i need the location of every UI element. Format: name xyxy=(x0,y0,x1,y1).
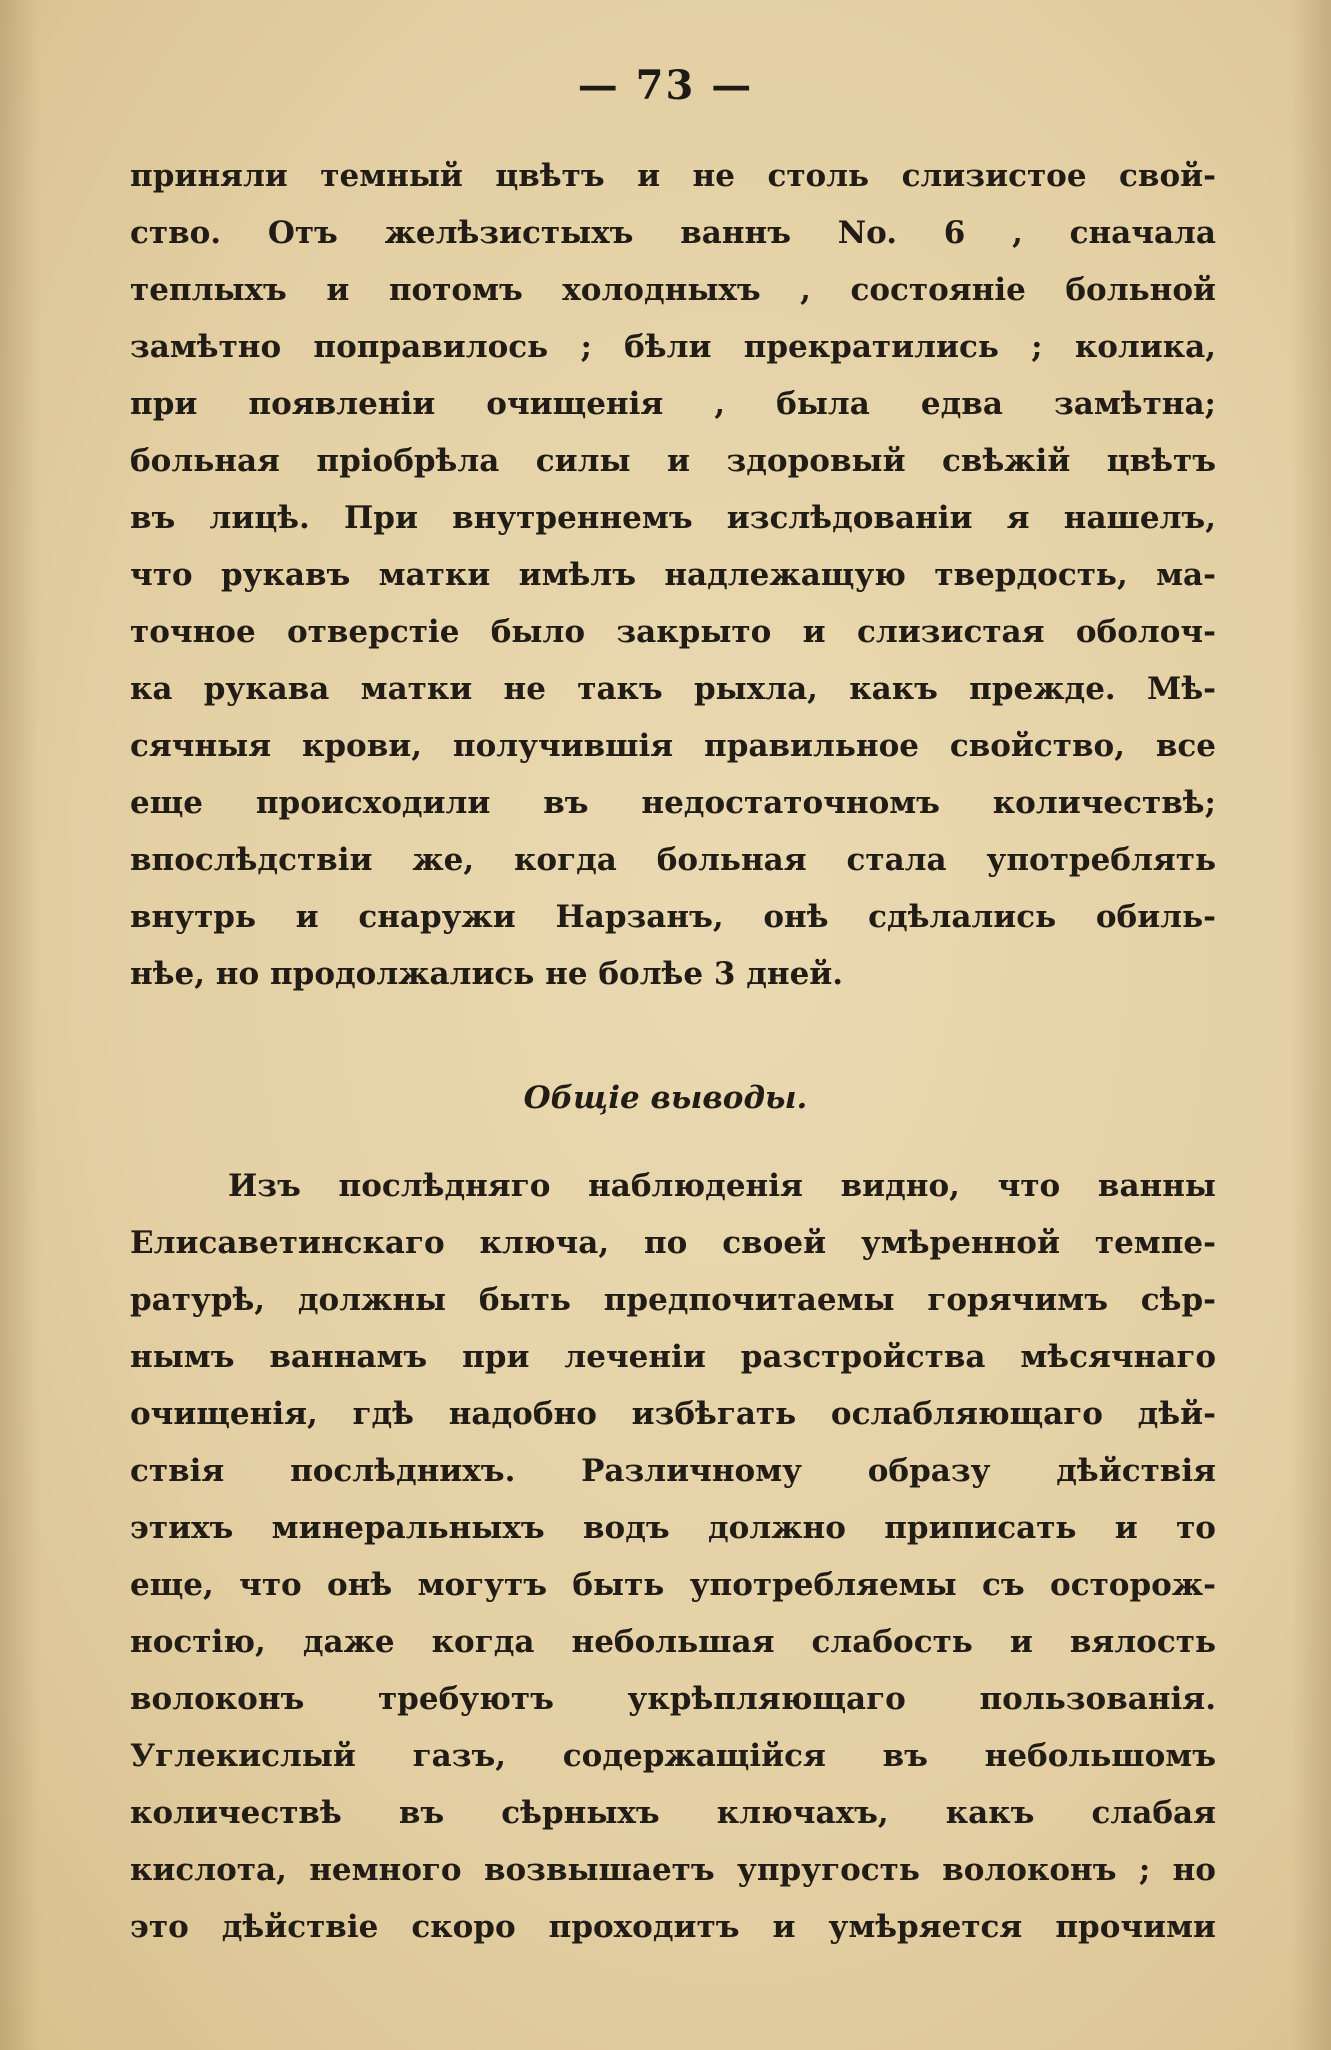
page-edge-shadow-right xyxy=(1291,0,1331,2050)
text-line: приняли темный цвѣтъ и не столь слизистое свой- xyxy=(130,158,1216,194)
text-line: точное отверстіе было закрыто и слизистая оболоч- xyxy=(130,614,1216,650)
text-line: волоконъ требуютъ укрѣпляющаго пользованія. xyxy=(130,1681,1216,1717)
text-line: очищенія, гдѣ надобно избѣгать ослабляющаго дѣй- xyxy=(130,1396,1216,1432)
section-heading: Общіе выводы. xyxy=(523,1080,808,1116)
text-line: ствія послѣднихъ. Различному образу дѣйствія xyxy=(130,1453,1216,1489)
text-line: въ лицѣ. При внутреннемъ изслѣдованіи я нашелъ, xyxy=(130,500,1216,536)
text-line: количествѣ въ сѣрныхъ ключахъ, какъ слабая xyxy=(130,1795,1216,1831)
text-line: ратурѣ, должны быть предпочитаемы горячимъ сѣр- xyxy=(130,1282,1216,1318)
text-line: ностію, даже когда небольшая слабость и вялость xyxy=(130,1624,1216,1660)
text-line: что рукавъ матки имѣлъ надлежащую твердость, ма- xyxy=(130,557,1216,593)
text-line: ка рукава матки не такъ рыхла, какъ прежде. Мѣ- xyxy=(130,671,1216,707)
text-line: сячныя крови, получившія правильное свойство, все xyxy=(130,728,1216,764)
text-line: этихъ минеральныхъ водъ должно приписать и то xyxy=(130,1510,1216,1546)
page-edge-shadow-left xyxy=(0,0,40,2050)
text-line: еще, что онѣ могутъ быть употребляемы съ осторож- xyxy=(130,1567,1216,1603)
text-line: кислота, немного возвышаетъ упругость волоконъ ; но xyxy=(130,1852,1216,1888)
text-line: нѣе, но продолжались не болѣе 3 дней. xyxy=(130,956,844,992)
text-line: еще происходили въ недостаточномъ количествѣ; xyxy=(130,785,1216,821)
text-line: это дѣйствіе скоро проходитъ и умѣряется прочими xyxy=(130,1909,1216,1945)
text-line: нымъ ваннамъ при леченіи разстройства мѣсячнаго xyxy=(130,1339,1216,1375)
text-line: ство. Отъ желѣзистыхъ ваннъ No. 6 , сначала xyxy=(130,215,1216,251)
text-line: Изъ послѣдняго наблюденія видно, что ванны xyxy=(228,1168,1216,1204)
text-line: теплыхъ и потомъ холодныхъ , состояніе больной xyxy=(130,272,1216,308)
paragraph-1 xyxy=(130,148,1216,1003)
text-line: Елисаветинскаго ключа, по своей умѣренной темпе- xyxy=(130,1225,1216,1261)
text-line: впослѣдствіи же, когда больная стала употреблять xyxy=(130,842,1216,878)
text-line: Углекислый газъ, содержащійся въ небольшомъ xyxy=(130,1738,1216,1774)
text-line: больная пріобрѣла силы и здоровый свѣжій цвѣтъ xyxy=(130,443,1216,479)
text-line: замѣтно поправилось ; бѣли прекратились ; колика, xyxy=(130,329,1216,365)
text-line: при появленіи очищенія , была едва замѣтна; xyxy=(130,386,1216,422)
page-number: — 73 — xyxy=(577,62,754,109)
paragraph-2 xyxy=(130,1158,1216,1956)
text-line: внутрь и снаружи Нарзанъ, онѣ сдѣлались обиль- xyxy=(130,899,1216,935)
